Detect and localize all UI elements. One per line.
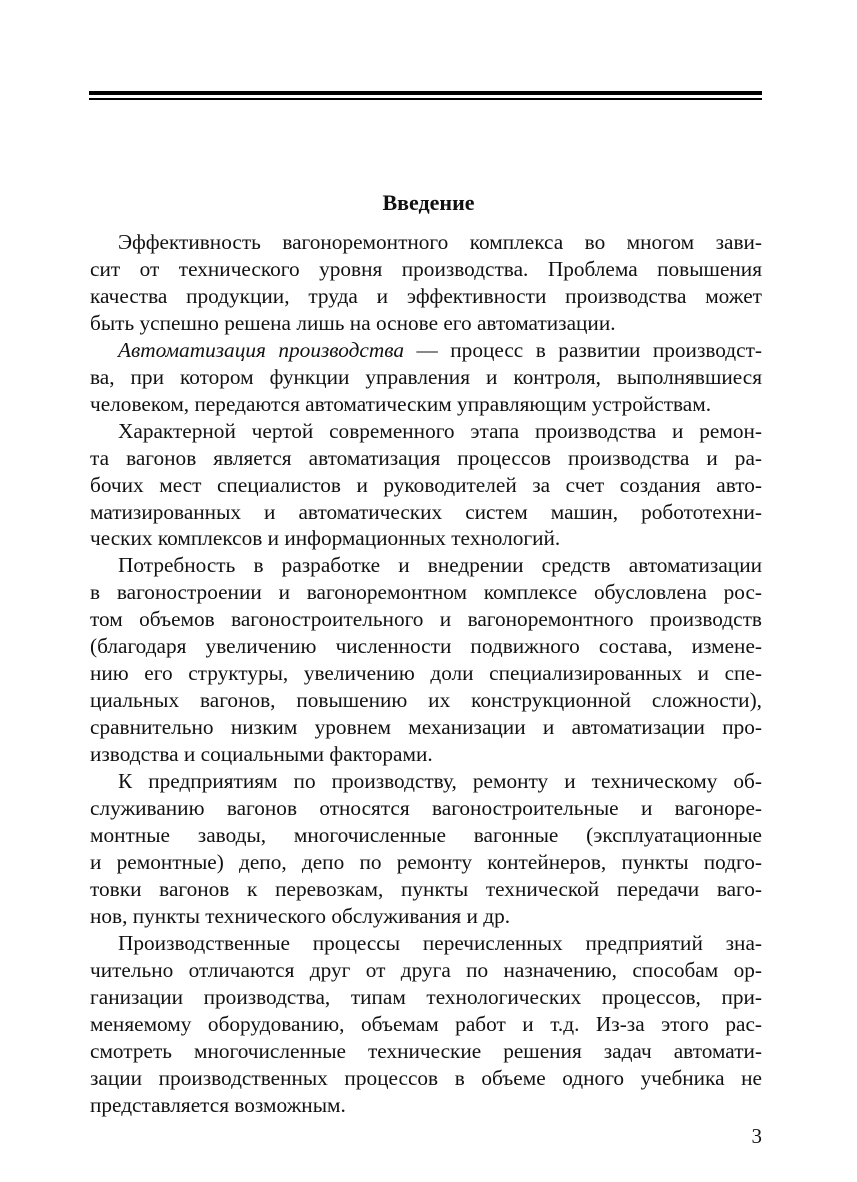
text-line-rest: — процесс в развитии производст- (403, 337, 762, 362)
text-line: та вагонов является автоматизация процессов производства и ра- (90, 445, 762, 470)
text-line: ческих комплексов и информационных технологий. (90, 526, 561, 551)
text-line: нию его структуры, увеличению доли специализированных и спе- (90, 661, 762, 686)
paragraph (90, 768, 762, 930)
text-line: циальных вагонов, повышению их конструкционной сложности), (90, 688, 762, 713)
text-line: ганизации производства, типам технологических процессов, при- (90, 984, 762, 1009)
text-line: сит от технического уровня производства. Проблема повышения (90, 256, 762, 281)
text-line: (благодаря увеличению численности подвижного состава, измене- (90, 634, 762, 659)
header-rule-thin (89, 98, 762, 100)
text-line: ва, при котором функции управления и контроля, выполнявшиеся (90, 364, 762, 389)
text-line: К предприятиям по производству, ремонту и техническому об- (118, 769, 762, 794)
text-line: представляется возможным. (90, 1092, 346, 1117)
text-line: человеком, передаются автоматическим управляющим устройствам. (90, 391, 712, 416)
text-line: бочих мест специалистов и руководителей за счет создания авто- (90, 472, 762, 497)
text-line: смотреть многочисленные технические решения задач автомати- (90, 1038, 762, 1063)
body-text (90, 229, 762, 1118)
text-line: Эффективность вагоноремонтного комплекса во многом зави- (118, 230, 762, 254)
text-line: изводства и социальными факторами. (90, 742, 433, 767)
term-italic: Автоматизация производства (118, 337, 404, 362)
text-line: том объемов вагоностроительного и вагоноремонтного производств (90, 607, 762, 632)
text-line: товки вагонов к перевозкам, пункты технической передачи ваго- (90, 876, 762, 901)
text-line: матизированных и автоматических систем машин, робототехни- (90, 499, 762, 524)
text-line: служиванию вагонов относятся вагоностроительные и вагоноре- (90, 796, 762, 821)
text-line: чительно отличаются друг от друга по назначению, способам ор- (90, 957, 762, 982)
page-number: 3 (751, 1124, 762, 1148)
paragraph (90, 229, 762, 337)
text-line: сравнительно низким уровнем механизации и автоматизации про- (90, 715, 762, 740)
text-line (90, 337, 762, 364)
text-line: и ремонтные) депо, депо по ремонту контейнеров, пункты подго- (90, 849, 762, 874)
paragraph (90, 552, 762, 768)
text-line: Характерной чертой современного этапа производства и ремон- (118, 418, 762, 443)
paragraph (90, 418, 762, 553)
paragraph (90, 337, 762, 418)
text-line: Потребность в разработке и внедрении средств автоматизации (118, 553, 762, 578)
header-rule-thick (89, 91, 762, 95)
text-line: быть успешно решена лишь на основе его автоматизации. (90, 310, 616, 335)
text-line: зации производственных процессов в объеме одного учебника не (90, 1065, 762, 1090)
text-line: Производственные процессы перечисленных предприятий зна- (118, 930, 762, 955)
text-line: монтные заводы, многочисленные вагонные (эксплуатационные (90, 822, 762, 847)
page-title: Введение (382, 190, 475, 215)
text-line: качества продукции, труда и эффективности производства может (90, 283, 762, 308)
text-line: в вагоностроении и вагоноремонтном комплексе обусловлена рос- (90, 580, 762, 605)
text-line: нов, пункты технического обслуживания и др. (90, 903, 511, 928)
text-line: меняемому оборудованию, объемам работ и т.д. Из-за этого рас- (90, 1011, 762, 1036)
paragraph (90, 930, 762, 1119)
